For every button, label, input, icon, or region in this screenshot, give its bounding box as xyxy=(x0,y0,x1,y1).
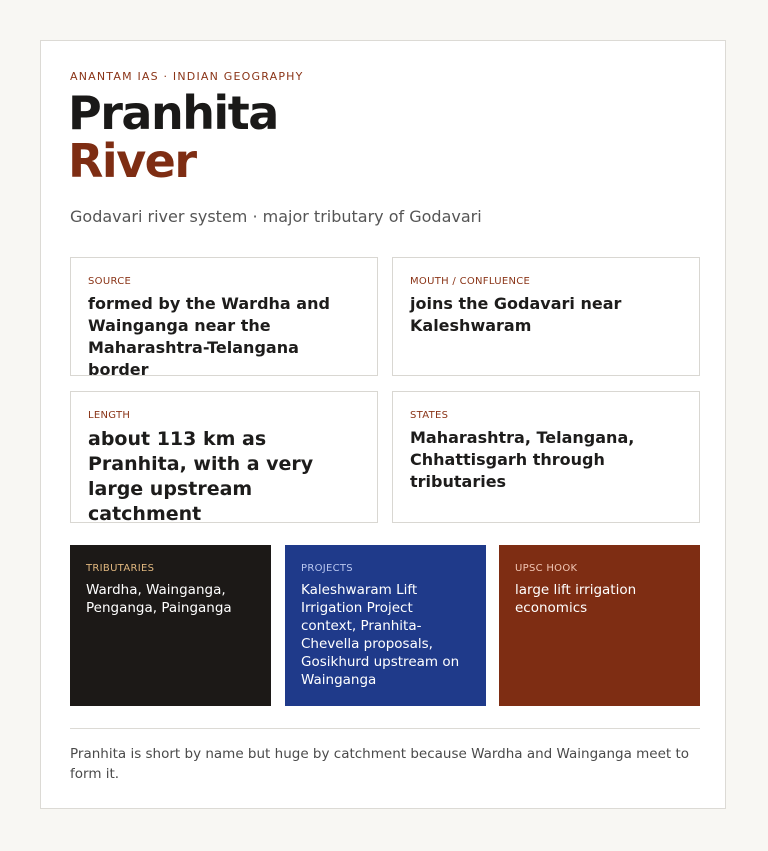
title-line-1: Pranhita xyxy=(68,86,278,140)
fact-value: formed by the Wardha and Wainganga near the Maharashtra-Telangana border xyxy=(88,294,330,379)
title-line-2: River xyxy=(68,134,196,188)
fact-label: STATES xyxy=(410,410,449,421)
fact-mouth xyxy=(392,257,700,376)
fact-value: about 113 km as Pranhita, with a very large upstream catchment xyxy=(88,428,314,525)
divider xyxy=(70,728,700,729)
tile-value: large lift irrigation economics xyxy=(515,582,637,616)
tile-upsc-hook xyxy=(499,545,700,706)
fact-value: Maharashtra, Telangana, Chhattisgarh through tributaries xyxy=(410,428,635,491)
tile-label: UPSC HOOK xyxy=(515,563,578,574)
fact-label: LENGTH xyxy=(88,410,131,421)
fact-source xyxy=(70,257,378,379)
tile-label: PROJECTS xyxy=(301,563,353,574)
fact-label: MOUTH / CONFLUENCE xyxy=(410,276,531,287)
tile-value: Kaleshwaram Lift Irrigation Project context, Pranhita-Chevella proposals, Gosikhurd upstream on Wainganga xyxy=(301,582,460,688)
page-title xyxy=(68,86,278,188)
fact-value: joins the Godavari near Kaleshwaram xyxy=(410,294,622,335)
tile-projects xyxy=(285,545,486,706)
footer-note: Pranhita is short by name but huge by catchment because Wardha and Wainganga meet to form it. xyxy=(70,746,690,782)
fact-states xyxy=(392,391,700,523)
tile-value: Wardha, Wainganga, Penganga, Painganga xyxy=(86,582,232,616)
kicker: ANANTAM IAS · INDIAN GEOGRAPHY xyxy=(70,70,304,83)
tile-label: TRIBUTARIES xyxy=(86,563,155,574)
river-card xyxy=(40,40,726,809)
fact-label: SOURCE xyxy=(88,276,132,287)
fact-length xyxy=(70,391,378,523)
subtitle: Godavari river system · major tributary of Godavari xyxy=(70,207,482,226)
tile-tributaries xyxy=(70,545,271,706)
